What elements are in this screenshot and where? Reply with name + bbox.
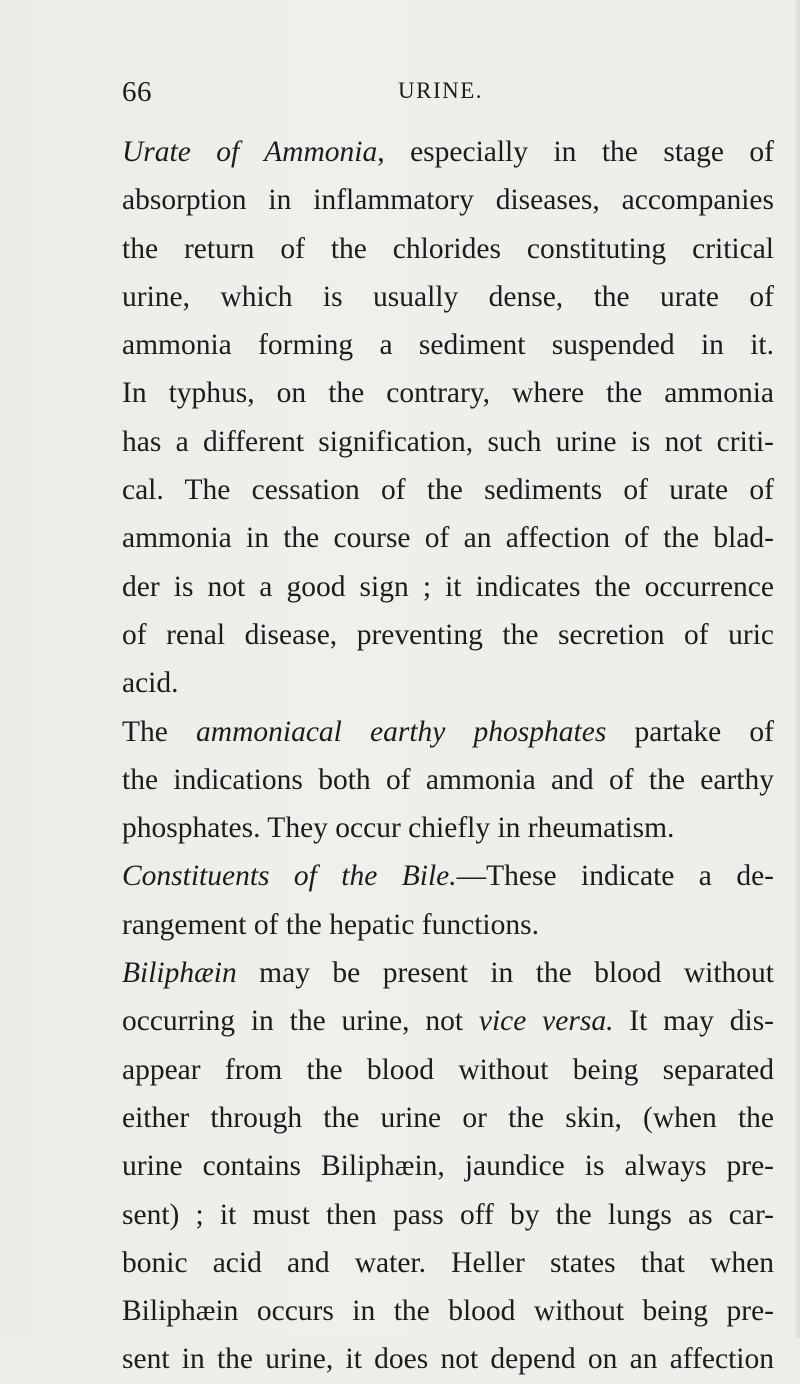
text-line bbox=[122, 369, 774, 417]
text-segment: appear from the blood without being separated bbox=[122, 1053, 774, 1086]
text-line bbox=[122, 1191, 774, 1239]
text-line bbox=[122, 611, 774, 659]
text-segment: has a different signification, such urine is not criti- bbox=[122, 425, 774, 458]
text-line bbox=[122, 514, 774, 562]
text-line bbox=[122, 949, 774, 997]
text-segment: ammonia in the course of an affection of the blad- bbox=[122, 522, 774, 555]
text-segment: acid. bbox=[122, 667, 179, 700]
text-segment: urine, which is usually dense, the urate of bbox=[122, 280, 774, 313]
text-segment: bonic acid and water. Heller states that when bbox=[122, 1246, 774, 1279]
text-segment: of renal disease, preventing the secretion of uric bbox=[122, 618, 774, 651]
text-segment: either through the urine or the skin, (when the bbox=[122, 1101, 774, 1134]
text-line bbox=[122, 659, 774, 707]
text-segment: the return of the chlorides constituting critical bbox=[122, 232, 774, 265]
text-line bbox=[122, 1239, 774, 1287]
text-segment: rangement of the hepatic functions. bbox=[122, 908, 539, 941]
text-line bbox=[122, 1335, 774, 1383]
text-line bbox=[122, 418, 774, 466]
text-line bbox=[122, 321, 774, 369]
text-segment: Biliphæin occurs in the blood without being pre- bbox=[122, 1295, 774, 1328]
text-line bbox=[122, 563, 774, 611]
text-segment: absorption in inflammatory diseases, accompanies bbox=[122, 184, 774, 217]
text-line bbox=[122, 852, 774, 900]
text-line bbox=[122, 225, 774, 273]
text-segment: cal. The cessation of the sediments of urate of bbox=[122, 474, 774, 507]
text-line bbox=[122, 1046, 774, 1094]
text-segment: phosphates. They occur chiefly in rheumatism. bbox=[122, 812, 675, 845]
text-line bbox=[122, 1094, 774, 1142]
text-segment: may be present in the blood without bbox=[236, 957, 774, 990]
body-text bbox=[122, 128, 774, 1384]
italic-text: Biliphæin bbox=[122, 957, 237, 990]
italic-text: Urate of Ammonia bbox=[122, 136, 378, 168]
italic-text: ammoniacal earthy phosphates bbox=[196, 715, 607, 748]
italic-text: Constituents of the Bile. bbox=[122, 860, 457, 893]
text-segment: occurring in the urine, not bbox=[122, 1005, 479, 1038]
text-segment: der is not a good sign ; it indicates the occurrence bbox=[122, 570, 774, 603]
text-line bbox=[122, 1142, 774, 1190]
page-number: 66 bbox=[122, 76, 152, 108]
text-segment: The bbox=[122, 715, 197, 748]
text-segment: sent) ; it must then pass off by the lungs as car- bbox=[122, 1198, 774, 1231]
text-line bbox=[122, 708, 774, 756]
text-segment: partake of bbox=[606, 715, 774, 748]
text-segment: ammonia forming a sediment suspended in it. bbox=[122, 329, 774, 362]
text-line bbox=[122, 128, 774, 176]
italic-text: vice versa. bbox=[478, 1005, 614, 1038]
running-head: URINE. bbox=[398, 78, 484, 103]
text-segment: , especially in the stage of bbox=[377, 136, 775, 168]
text-line bbox=[122, 997, 774, 1045]
text-segment: sent in the urine, it does not depend on an affection bbox=[122, 1343, 774, 1376]
text-segment: It may dis- bbox=[613, 1005, 775, 1038]
page-header bbox=[122, 76, 662, 116]
text-segment: the indications both of ammonia and of the earthy bbox=[122, 763, 774, 796]
text-segment: In typhus, on the contrary, where the ammonia bbox=[122, 377, 774, 410]
text-segment: —These indicate a de- bbox=[456, 860, 774, 893]
text-line bbox=[122, 176, 774, 224]
text-segment: urine contains Biliphæin, jaundice is always pre- bbox=[122, 1150, 774, 1183]
page-edge-shadow bbox=[794, 0, 800, 1338]
text-line bbox=[122, 756, 774, 804]
text-line bbox=[122, 466, 774, 514]
text-line bbox=[122, 1287, 774, 1335]
text-line bbox=[122, 273, 774, 321]
text-line bbox=[122, 804, 774, 852]
text-line bbox=[122, 901, 774, 949]
